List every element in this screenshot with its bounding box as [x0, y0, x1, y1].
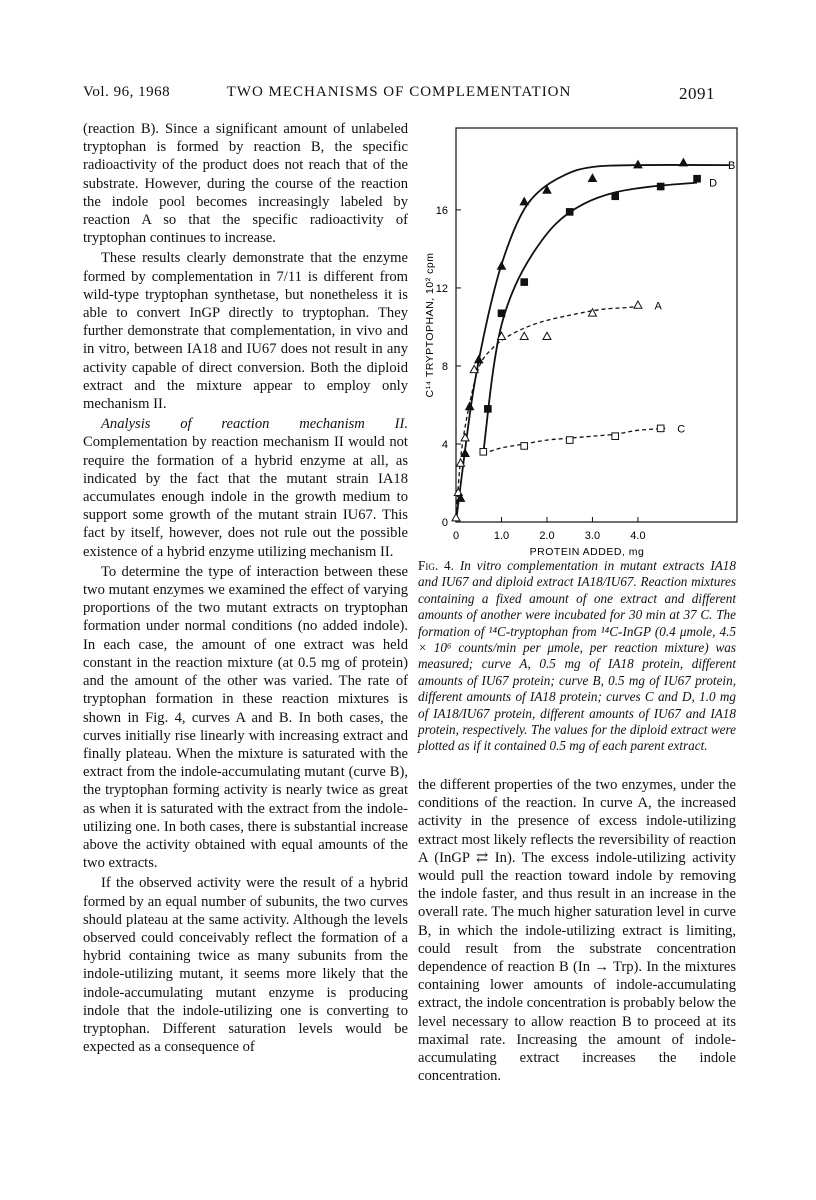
series-label-d: D [709, 177, 718, 190]
data-point-d [612, 193, 619, 200]
left-column [83, 120, 408, 1056]
data-point-b [588, 174, 596, 181]
data-point-b [466, 402, 474, 409]
data-point-d [694, 175, 701, 182]
running-header [83, 84, 715, 104]
figure-label: Fig. 4. [418, 558, 454, 573]
data-point-d [485, 406, 492, 413]
data-point-a [452, 514, 460, 521]
data-point-c [480, 448, 487, 455]
running-title: TWO MECHANISMS OF COMPLEMENTATION [226, 84, 572, 100]
y-tick-label: 8 [441, 360, 448, 373]
paragraph: the different properties of the two enzymes, under the conditions of the reaction. In curve A, the increased activity in the presence of excess indole-utilizing extract most likely reflects the reversibility of reaction A (InGP ⇄ In). The excess indole-utilizing activity would pull the reaction toward indole by removing the indole faster, and thus result in an increase in the overall rate. The much higher saturation level in curve B, in which the indole-utilizing extract is limiting, could result from the substrate concentration dependence of reaction B (In → Trp). In the mixtures containing lower amounts of indole-accumulating extract, the indole concentration is probably below the level necessary to allow reaction B to proceed at its maximal rate. Increasing the amount of indole-accumulating extract increases the indole concentration. [418, 777, 736, 1085]
data-point-d [498, 310, 505, 317]
data-point-b [461, 449, 469, 456]
series-line-d [483, 183, 697, 454]
series-line-c [483, 428, 665, 453]
y-tick-label: 4 [441, 438, 448, 451]
x-tick-label: 4.0 [630, 530, 646, 542]
data-point-b [475, 356, 483, 363]
volume-label: Vol. 96, 1968 [83, 84, 171, 100]
paragraph: If the observed activity were the result of a hybrid formed by an equal number of subunits, the two curves should plateau at the same activity. Although the levels observed could conceivably reflect the formation of a hybrid containing twice as many subunits from the indole-utilizing mutant, it seems more likely that the indole-accumulating mutant enzyme is producing indole that the indole-utilizing one is converting to tryptophan. Different saturation levels would be expected as a consequence of [83, 875, 408, 1056]
right-column [418, 776, 736, 1085]
data-point-a [520, 332, 528, 339]
data-point-a [634, 301, 642, 308]
plot-frame [456, 128, 737, 522]
y-tick-label: 0 [441, 517, 448, 529]
section-heading: Analysis of reaction mechanism II. [101, 416, 408, 433]
caption-text: In vitro complementation in mutant extracts IA18 and IU67 and diploid extract IA18/IU67. Reaction mixtures containing a fixed amount of one extract and different amounts of another were incubated for 30 min at 37 C. The formation of ¹⁴C-tryptophan from ¹⁴C-InGP (0.4 μmole, 4.5 × 10⁶ counts/min per μmole, per reaction mixture) was measured; curve A, 0.5 mg of IA18 protein, different amounts of IU67 protein; curve B, 0.5 mg of IU67 protein, different amounts of IA18 protein; curves C and D, 1.0 mg of IA18/IU67 protein, different amounts of IU67 and IA18 protein, respectively. The values for the diploid extract were plotted as if it contained 0.5 mg of each parent extract. [418, 558, 736, 754]
complementation-chart [420, 122, 738, 572]
series-label-b: B [728, 160, 736, 173]
paragraph [83, 415, 408, 561]
paragraph-body: Complementation by reaction mechanism II would not require the formation of a hybrid enzyme at all, as indicated by the fact that the mutant strain IA18 accumulates enough indole in the growth medium to support some growth of the mutant strain IU67. This fact by itself, however, does not rule out the possible existence of a hybrid enzyme utilizing mechanism II. [83, 434, 408, 560]
data-point-d [566, 209, 573, 216]
data-point-b [497, 262, 505, 269]
data-point-d [657, 183, 664, 190]
data-point-c [657, 425, 664, 432]
y-tick-label: 16 [435, 204, 448, 217]
data-point-b [520, 198, 528, 205]
paragraph: (reaction B). Since a significant amount of unlabeled tryptophan is formed by reaction B, the specific radioactivity of the product does not reach that of the substrate. However, during the course of the reaction the indole pool becomes increasingly labeled by reaction A so that the specific radioactivity of tryptophan continues to increase. [83, 121, 408, 247]
y-axis-label: C¹⁴ TRYPTOPHAN, 10² cpm [424, 252, 436, 398]
y-tick-label: 12 [435, 282, 448, 295]
x-tick-label: 1.0 [493, 530, 510, 542]
series-label-a: A [654, 300, 662, 313]
figure-4 [420, 122, 738, 572]
page-number: 2091 [679, 84, 715, 103]
figure-caption [418, 558, 736, 755]
data-point-c [521, 443, 528, 450]
data-point-c [612, 433, 619, 440]
x-axis-label: PROTEIN ADDED, mg [529, 546, 645, 558]
series-label-c: C [677, 423, 686, 436]
x-tick-label: 2.0 [539, 530, 555, 542]
data-point-c [566, 437, 573, 444]
x-tick-label: 3.0 [584, 530, 601, 542]
x-tick-label: 0 [452, 530, 460, 542]
data-point-a [543, 332, 551, 339]
paragraph: To determine the type of interaction between these two mutant enzymes we examined the effect of varying proportions of the two mutant extracts on tryptophan formation under normal conditions (no added indole). In each case, the amount of one extract was held constant in the reaction mixture (at 0.5 mg of protein) and the amount of the other was varied. The rate of tryptophan formation in these reaction mixtures is shown in Fig. 4, curves A and B. In both cases, the curves initially rise linearly with increasing extract and finally plateau. When the mixture is saturated with the extract from the indole-accumulating mutant (curve B), the tryptophan forming activity is nearly twice as great as when it is saturated with the extract from the indole-utilizing one. In both cases, there is substantial increase above the activity obtained with equal amounts of the two extracts. [83, 563, 408, 872]
data-point-d [521, 279, 528, 286]
data-point-b [679, 159, 687, 166]
paragraph: These results clearly demonstrate that the enzyme formed by complementation in 7/11 is different from wild-type tryptophan synthetase, but nonetheless it is able to convert InGP directly to tryptophan. They further demonstrate that complementation, in vivo and in vitro, between IA18 and IU67 does not result in any activity capable of direct conversion. Both the diploid extract and the mixture appear to employ only mechanism II. [83, 250, 408, 413]
